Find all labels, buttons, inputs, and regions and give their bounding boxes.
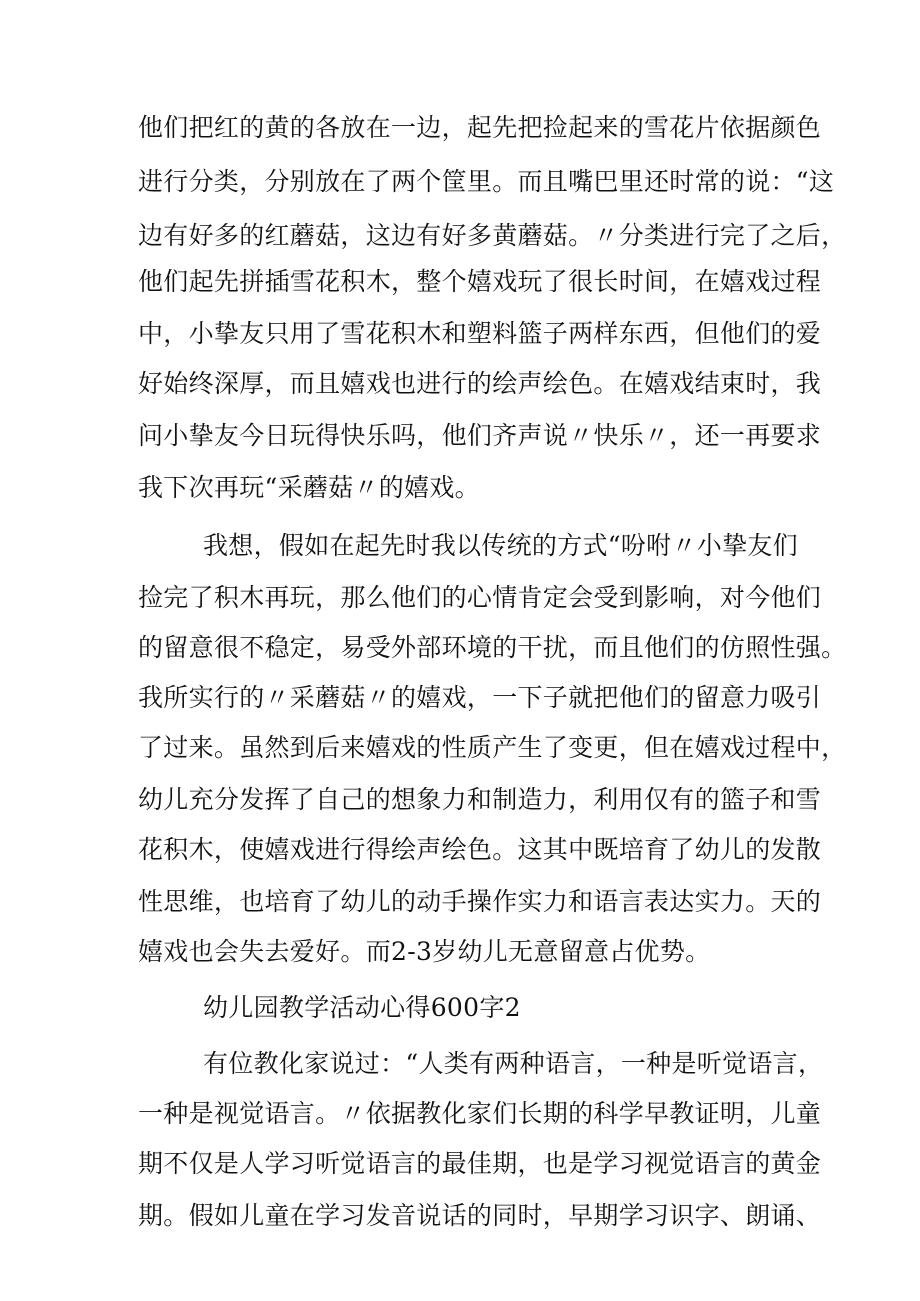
text-line: 好始终深厚，而且嬉戏也进行的绘声绘色。在嬉戏结束时，我	[138, 369, 822, 398]
text-line: 花积木，使嬉戏进行得绘声绘色。这其中既培育了幼儿的发散	[138, 835, 822, 864]
text-line: 幼儿充分发挥了自己的想象力和制造力，利用仅有的篮子和雪	[138, 785, 822, 814]
text-line: 了过来。虽然到后来嬉戏的性质产生了变更，但在嬉戏过程中，	[138, 733, 847, 762]
text-line: 性思维，也培育了幼儿的动手操作实力和语言表达实力。天的	[138, 887, 822, 916]
text-line: 他们起先拼插雪花积木，整个嬉戏玩了很长时间，在嬉戏过程	[138, 267, 822, 296]
text-line: 的留意很不稳定，易受外部环境的干扰，而且他们的仿照性强。	[138, 633, 847, 662]
text-line: 我所实行的〃采蘑菇〃的嬉戏，一下子就把他们的留意力吸引	[138, 683, 822, 712]
text-line: 期。假如儿童在学习发音说话的同时，早期学习识字、朗诵、	[138, 1201, 822, 1230]
text-line: 他们把红的黄的各放在一边，起先把捡起来的雪花片依据颜色	[138, 113, 822, 142]
section-heading: 幼儿园教学活动心得600字2	[203, 993, 521, 1022]
text-line: 嬉戏也会失去爱好。而2-3岁幼儿无意留意占优势。	[138, 937, 711, 966]
text-line: 进行分类，分别放在了两个筐里。而且嘴巴里还时常的说：“这	[138, 167, 835, 196]
text-line: 我想，假如在起先时我以传统的方式“吩咐〃小挚友们	[203, 531, 798, 560]
text-line: 捡完了积木再玩，那么他们的心情肯定会受到影响，对今他们	[138, 583, 822, 612]
text-line: 边有好多的红蘑菇，这边有好多黄蘑菇。〃分类进行完了之后，	[138, 221, 847, 250]
text-line: 问小挚友今日玩得快乐吗，他们齐声说〃快乐〃，还一再要求	[138, 421, 822, 450]
text-line: 有位教化家说过：“人类有两种语言，一种是听觉语言，	[203, 1049, 824, 1078]
text-line: 我下次再玩“采蘑菇〃的嬉戏。	[138, 473, 480, 502]
text-line: 期不仅是人学习听觉语言的最佳期，也是学习视觉语言的黄金	[138, 1149, 822, 1178]
text-line: 中，小挚友只用了雪花积木和塑料篮子两样东西，但他们的爱	[138, 319, 822, 348]
text-line: 一种是视觉语言。〃依据教化家们长期的科学早教证明，儿童	[138, 1099, 822, 1128]
